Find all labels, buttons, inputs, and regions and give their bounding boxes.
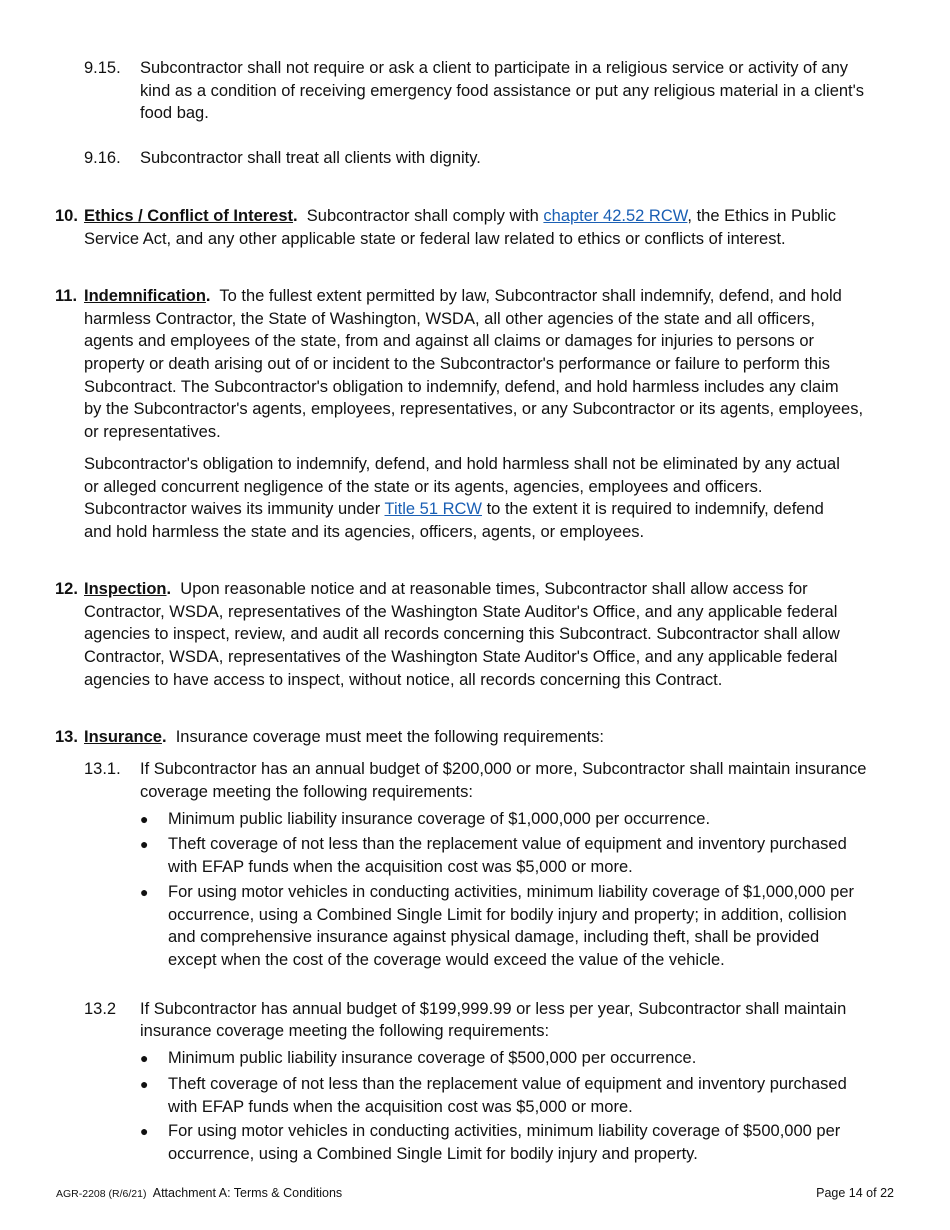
bullet-icon: ● [140,811,149,827]
section-number: 11. [55,287,78,305]
section-text: Subcontractor shall comply with [306,207,539,225]
section-text-line: harmless Contractor, the State of Washington, WSDA, all other agencies of the state and all officers, [84,310,815,328]
section-number: 10. [55,207,78,225]
section-number: 13. [55,728,78,746]
subsection-text-line: If Subcontractor has annual budget of $199,999.99 or less per year, Subcontractor shall maintain [140,1000,847,1018]
heading-period: . [166,580,172,598]
heading-period: . [161,728,167,746]
list-item: For using motor vehicles in conducting activities, minimum liability coverage of $500,000 per [168,1122,841,1140]
subsection-text-line: If Subcontractor has an annual budget of $200,000 or more, Subcontractor shall maintain insurance [140,760,867,778]
section-text-line: and hold harmless the state and its agencies, officers, agents, or employees. [84,523,645,541]
section-text-line: or alleged concurrent negligence of the state or its agents, agencies, employees and officers. [84,478,763,496]
item-text-line: food bag. [140,104,209,122]
list-item: occurrence, using a Combined Single Limit for bodily injury and property. [168,1145,698,1163]
section-text-line: Service Act, and any other applicable state or federal law related to ethics or conflicts of interest. [84,230,786,248]
list-item: except when the cost of the coverage would exceed the value of the vehicle. [168,951,725,969]
chapter-42-52-rcw-link[interactable]: chapter 42.52 RCW [543,207,688,225]
section-text: Upon reasonable notice and at reasonable times, Subcontractor shall allow access for [180,580,808,598]
item-number: 9.16. [84,149,121,167]
subsection-text-line: insurance coverage meeting the following requirements: [140,1022,550,1040]
section-text-line: agents and employees of the state, from and against all claims or damages for injuries to persons or [84,332,815,350]
heading-period: . [205,287,211,305]
item-text-line: Subcontractor shall treat all clients with dignity. [140,149,481,167]
section-text-line: Subcontract. The Subcontractor's obligation to indemnify, defend, and hold harmless includes any claim [84,378,839,396]
section-text: Subcontractor waives its immunity under [84,500,381,518]
section-text: Insurance coverage must meet the following requirements: [175,728,605,746]
subsection-text-line: coverage meeting the following requirements: [140,783,473,801]
section-text-line: Contractor, WSDA, representatives of the Washington State Auditor's Office, and any applicable federal [84,648,838,666]
section-text: , the Ethics in Public [687,207,836,225]
bullet-icon: ● [140,1076,149,1092]
section-heading: Indemnification [84,287,206,305]
list-item: with EFAP funds when the acquisition cost was $5,000 or more. [168,858,633,876]
section-text-line: agencies to inspect, review, and audit all records concerning this Subcontract. Subcontractor shall allow [84,625,840,643]
bullet-icon: ● [140,836,149,852]
section-text-line: or representatives. [84,423,221,441]
subsection-number: 13.2 [84,1000,117,1018]
bullet-icon: ● [140,1050,149,1066]
title-51-rcw-link[interactable]: Title 51 RCW [384,500,482,518]
subsection-number: 13.1. [84,760,121,778]
section-heading: Insurance [84,728,162,746]
form-code: AGR-2208 (R/6/21) [56,1188,147,1200]
section-text: to the extent it is required to indemnify, defend [486,500,824,518]
item-number: 9.15. [84,59,121,77]
section-text-line: property or death arising out of or incident to the Subcontractor's performance or failure to perform this [84,355,831,373]
list-item: occurrence, using a Combined Single Limit for bodily injury and property; in addition, collision [168,906,847,924]
list-item: Minimum public liability insurance coverage of $1,000,000 per occurrence. [168,810,711,828]
bullet-icon: ● [140,884,149,900]
section-text-line: Contractor, WSDA, representatives of the Washington State Auditor's Office, and any applicable federal [84,603,838,621]
section-text-line: agencies to have access to inspect, without notice, all records concerning this Contract. [84,671,723,689]
footer-title: Attachment A: Terms & Conditions [152,1186,343,1200]
section-heading: Inspection [84,580,167,598]
section-text-line: by the Subcontractor's agents, employees, representatives, or any Subcontractor or its agents, employees, [84,400,864,418]
list-item: with EFAP funds when the acquisition cost was $5,000 or more. [168,1098,633,1116]
list-item: Theft coverage of not less than the replacement value of equipment and inventory purchased [168,835,847,853]
section-text-line: Subcontractor's obligation to indemnify, defend, and hold harmless shall not be eliminated by any actual [84,455,840,473]
section-heading: Ethics / Conflict of Interest [84,207,294,225]
item-text-line: Subcontractor shall not require or ask a client to participate in a religious service or activity of any [140,59,849,77]
section-number: 12. [55,580,78,598]
item-text-line: kind as a condition of receiving emergency food assistance or put any religious material in a client's [140,82,865,100]
list-item: Theft coverage of not less than the replacement value of equipment and inventory purchased [168,1075,847,1093]
section-text: To the fullest extent permitted by law, Subcontractor shall indemnify, defend, and hold [219,287,842,305]
list-item: Minimum public liability insurance coverage of $500,000 per occurrence. [168,1049,697,1067]
heading-period: . [293,207,298,225]
list-item: and comprehensive insurance against physical damage, including theft, shall be provided [168,928,820,946]
bullet-icon: ● [140,1123,149,1139]
page-number: Page 14 of 22 [816,1186,894,1200]
list-item: For using motor vehicles in conducting activities, minimum liability coverage of $1,000,000 per [168,883,854,901]
